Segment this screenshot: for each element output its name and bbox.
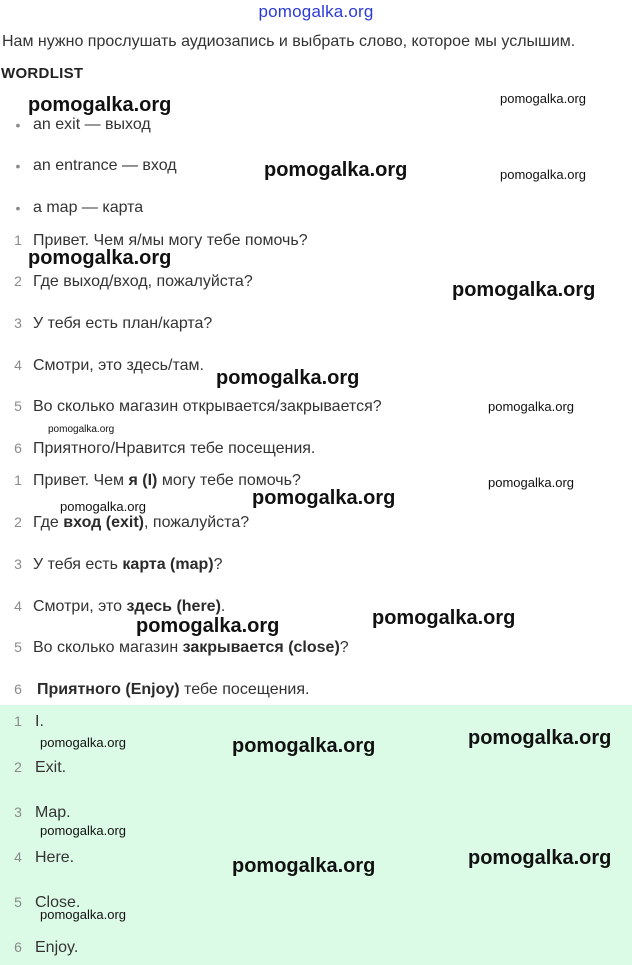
answer-number: 6 <box>14 939 22 955</box>
watermark: pomogalka.org <box>28 247 172 269</box>
bullet-icon: • <box>15 158 21 174</box>
option-number: 5 <box>14 398 22 414</box>
solution-text-pre: Смотри, это <box>33 598 127 615</box>
option-text: Где выход/вход, пожалуйста? <box>33 273 253 290</box>
watermark: pomogalka.org <box>488 399 574 414</box>
answer-number: 1 <box>14 713 22 729</box>
option-text: Во сколько магазин открывается/закрывается? <box>33 398 382 415</box>
answer-text: Close. <box>35 894 81 911</box>
wordlist-item-text: an entrance — вход <box>33 157 177 174</box>
solution-text-post: ? <box>339 639 349 656</box>
watermark: pomogalka.org <box>468 727 612 749</box>
solution-text-post: ? <box>213 556 223 573</box>
watermark: pomogalka.org <box>216 367 360 389</box>
solution-answer-bold: здесь (here) <box>126 598 221 615</box>
answer-number: 5 <box>14 894 22 910</box>
solution-text-post: , пожалуйста? <box>144 514 250 531</box>
solution-number: 6 <box>14 681 22 697</box>
watermark: pomogalka.org <box>500 91 586 106</box>
option-text: Приятного/Нравится тебе посещения. <box>33 440 316 457</box>
answer-text: Map. <box>35 804 71 821</box>
watermark: pomogalka.org <box>60 499 146 514</box>
solution-text <box>33 598 225 616</box>
solution-text-pre: Во сколько магазин <box>33 639 183 656</box>
task-instruction: Нам нужно прослушать аудиозапись и выбрать слово, которое мы услышим. <box>2 33 576 50</box>
answer-text: Exit. <box>35 759 67 776</box>
watermark: pomogalka.org <box>500 167 586 182</box>
solution-text-post: . <box>220 598 226 615</box>
solution-text-post: могу тебе помочь? <box>157 472 301 489</box>
watermark: pomogalka.org <box>264 159 408 181</box>
watermark: pomogalka.org <box>40 823 126 838</box>
solution-text <box>33 639 349 657</box>
watermark: pomogalka.org <box>232 855 376 877</box>
wordlist-heading: WORDLIST <box>1 65 84 82</box>
solution-answer-bold: Приятного (Enjoy) <box>37 681 180 698</box>
option-text: Смотри, это здесь/там. <box>33 357 204 374</box>
solution-text-pre: У тебя есть <box>33 556 123 573</box>
solution-text-pre: Привет. Чем <box>33 472 129 489</box>
answer-text: I. <box>35 713 44 730</box>
option-number: 4 <box>14 357 22 373</box>
solution-answer-bold: закрывается (close) <box>182 639 340 656</box>
solution-number: 1 <box>14 472 22 488</box>
solution-answer-bold: вход (exit) <box>63 514 145 531</box>
bullet-icon: • <box>15 117 21 133</box>
watermark: pomogalka.org <box>28 94 172 116</box>
answer-number: 2 <box>14 759 22 775</box>
solution-text-post: тебе посещения. <box>179 681 310 698</box>
option-text: Привет. Чем я/мы могу тебе помочь? <box>33 232 308 249</box>
option-number: 2 <box>14 273 22 289</box>
watermark: pomogalka.org <box>372 607 516 629</box>
watermark: pomogalka.org <box>40 735 126 750</box>
watermark: pomogalka.org <box>40 907 126 922</box>
option-text: У тебя есть план/карта? <box>33 315 213 332</box>
watermark: pomogalka.org <box>48 424 115 435</box>
solution-number: 2 <box>14 514 22 530</box>
solution-number: 4 <box>14 598 22 614</box>
bullet-icon: • <box>15 200 21 216</box>
answer-number: 4 <box>14 849 22 865</box>
solution-text-pre: Где <box>33 514 64 531</box>
solution-text <box>33 514 249 532</box>
solution-answer-bold: я (I) <box>128 472 158 489</box>
solution-number: 5 <box>14 639 22 655</box>
answer-text: Enjoy. <box>35 939 79 956</box>
watermark: pomogalka.org <box>468 847 612 869</box>
option-number: 3 <box>14 315 22 331</box>
answer-number: 3 <box>14 804 22 820</box>
solution-number: 3 <box>14 556 22 572</box>
option-number: 1 <box>14 232 22 248</box>
site-watermark-link[interactable]: pomogalka.org <box>258 2 374 21</box>
option-number: 6 <box>14 440 22 456</box>
watermark: pomogalka.org <box>232 735 376 757</box>
solution-text <box>33 556 223 574</box>
answer-text: Here. <box>35 849 75 866</box>
watermark: pomogalka.org <box>252 487 396 509</box>
watermark: pomogalka.org <box>136 615 280 637</box>
wordlist-item-text: a map — карта <box>33 199 144 216</box>
watermark: pomogalka.org <box>452 279 596 301</box>
solution-text <box>37 681 309 699</box>
wordlist-item-text: an exit — выход <box>33 116 151 133</box>
solution-answer-bold: карта (map) <box>122 556 214 573</box>
watermark: pomogalka.org <box>488 475 574 490</box>
